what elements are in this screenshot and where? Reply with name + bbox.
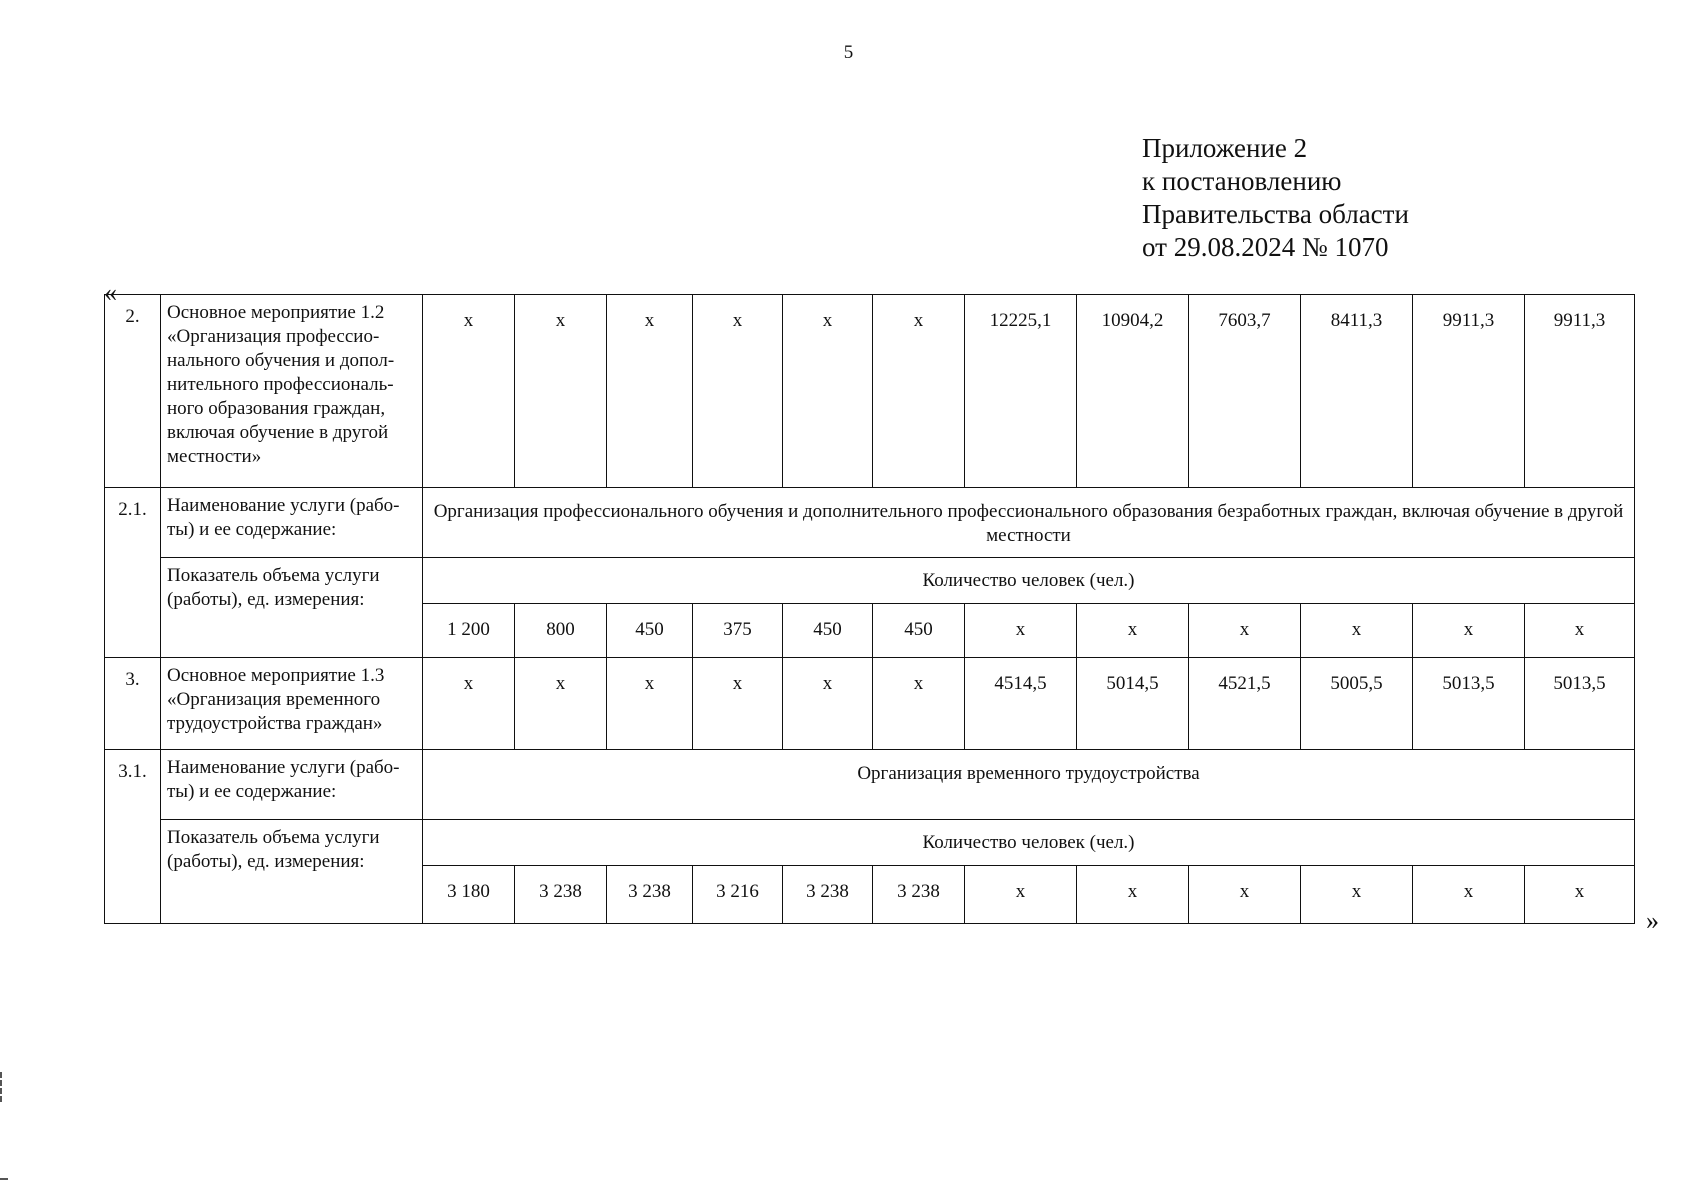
table-cell: х: [783, 658, 873, 750]
table-cell: х: [515, 295, 607, 488]
table-cell: х: [1301, 866, 1413, 924]
appendix-line-1: Приложение 2: [1142, 133, 1308, 163]
service-name-cell: Организация профессионального обучения и дополнительного профессионального образования безработных граждан, включая обучение в другой местности: [423, 488, 1635, 558]
service-name-cell: Организация временного трудоустройства: [423, 750, 1635, 820]
row-number: 3.1.: [105, 750, 161, 924]
table-cell: х: [423, 658, 515, 750]
appendix-heading: [1142, 132, 1409, 264]
table-cell: х: [607, 658, 693, 750]
table-cell: 1 200: [423, 604, 515, 658]
table-row-3-1-service: [105, 750, 1635, 820]
scan-margin-dot: [0, 1178, 8, 1180]
table-cell: х: [1413, 866, 1525, 924]
table-row-2: [105, 295, 1635, 488]
table-cell: х: [1189, 866, 1301, 924]
closing-quote: »: [1646, 906, 1659, 935]
row-label: Основное мероприятие 1.3 «Организация временного трудоустройства граждан»: [161, 658, 423, 750]
table-cell: 5013,5: [1413, 658, 1525, 750]
table-cell: х: [1301, 604, 1413, 658]
table-cell: 375: [693, 604, 783, 658]
table-cell: 3 238: [515, 866, 607, 924]
page-number: 5: [843, 42, 854, 63]
table-row-3: [105, 658, 1635, 750]
appendix-line-2: к постановлению: [1142, 166, 1342, 196]
table-cell: х: [1077, 866, 1189, 924]
row-number: 2.: [105, 295, 161, 488]
table-cell: х: [607, 295, 693, 488]
table-cell: 4514,5: [965, 658, 1077, 750]
table-cell: 8411,3: [1301, 295, 1413, 488]
table-cell: 800: [515, 604, 607, 658]
table-cell: 9911,3: [1413, 295, 1525, 488]
table-cell: 3 238: [607, 866, 693, 924]
scan-margin-mark: [0, 1072, 8, 1102]
table-cell: х: [873, 658, 965, 750]
table-cell: х: [965, 604, 1077, 658]
row-label: Наименование услуги (рабо-ты) и ее содержание:: [161, 750, 423, 820]
opening-quote: «: [104, 278, 117, 307]
table-cell: 5013,5: [1525, 658, 1635, 750]
indicator-cell: Количество человек (чел.): [423, 820, 1635, 866]
row-number: 2.1.: [105, 488, 161, 658]
table-cell: х: [1525, 866, 1635, 924]
table-cell: 10904,2: [1077, 295, 1189, 488]
table-cell: 3 216: [693, 866, 783, 924]
indicator-cell: Количество человек (чел.): [423, 558, 1635, 604]
row-label: Основное мероприятие 1.2 «Организация профессио-нального обучения и допол-нительного профессиональ-ного образования граждан, включая обучение в другой местности»: [161, 295, 423, 488]
row-number: 3.: [105, 658, 161, 750]
table-cell: 450: [607, 604, 693, 658]
table-cell: х: [783, 295, 873, 488]
table-cell: х: [1413, 604, 1525, 658]
table-cell: 9911,3: [1525, 295, 1635, 488]
table-cell: 7603,7: [1189, 295, 1301, 488]
table-cell: х: [965, 866, 1077, 924]
appendix-line-4: от 29.08.2024 № 1070: [1142, 232, 1389, 262]
table-cell: 5005,5: [1301, 658, 1413, 750]
table-cell: х: [693, 658, 783, 750]
table-cell: 3 180: [423, 866, 515, 924]
table-cell: х: [1077, 604, 1189, 658]
table-cell: х: [1525, 604, 1635, 658]
table-cell: 12225,1: [965, 295, 1077, 488]
row-label: Наименование услуги (рабо-ты) и ее содержание:: [161, 488, 423, 558]
appendix-line-3: Правительства области: [1142, 199, 1409, 229]
table-cell: 5014,5: [1077, 658, 1189, 750]
table-cell: 450: [873, 604, 965, 658]
activities-table: [104, 294, 1635, 924]
table-cell: 450: [783, 604, 873, 658]
table-cell: 3 238: [873, 866, 965, 924]
row-label: Показатель объема услуги (работы), ед. измерения:: [161, 820, 423, 924]
table-cell: х: [693, 295, 783, 488]
table-cell: 3 238: [783, 866, 873, 924]
row-label: Показатель объема услуги (работы), ед. измерения:: [161, 558, 423, 658]
table-row-2-1-indicator: [105, 558, 1635, 604]
table-row-3-1-indicator: [105, 820, 1635, 866]
table-cell: х: [423, 295, 515, 488]
table-cell: х: [515, 658, 607, 750]
table-cell: 4521,5: [1189, 658, 1301, 750]
table-cell: х: [873, 295, 965, 488]
table-row-2-1-service: [105, 488, 1635, 558]
table-cell: х: [1189, 604, 1301, 658]
